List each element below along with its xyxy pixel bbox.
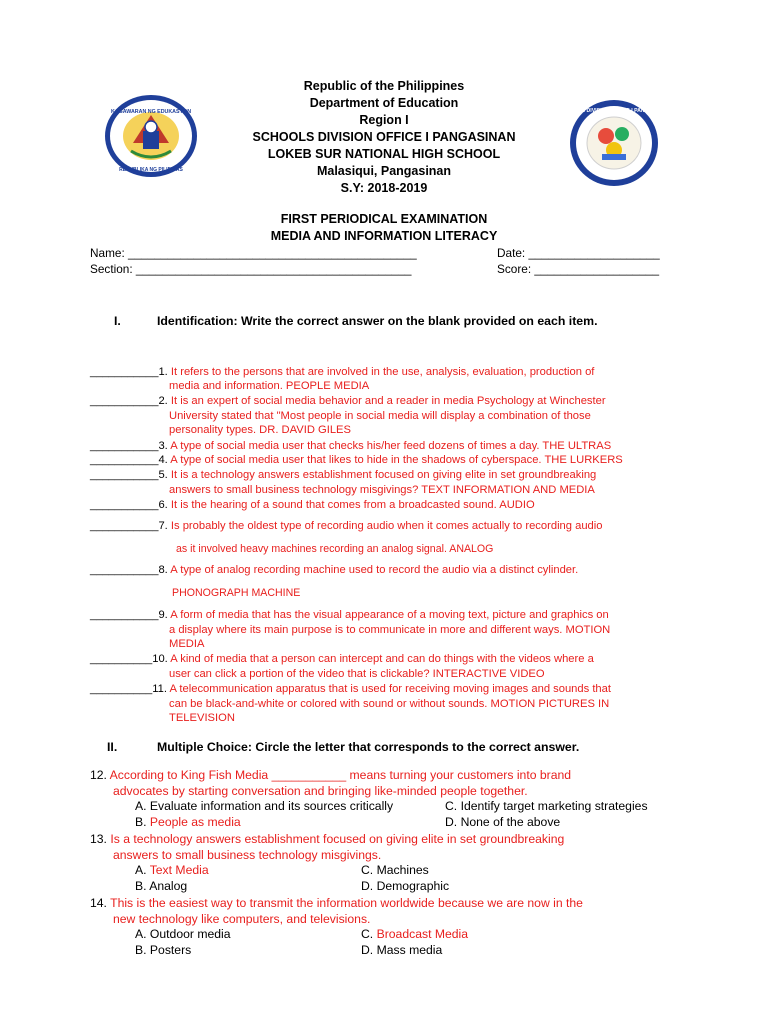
item-1	[90, 365, 594, 380]
item-question-line: A telecommunication apparatus that is used for receiving moving images and sounds that	[169, 683, 611, 695]
item-question-line: a display where its main purpose is to communicate in more and different ways. MOTION	[169, 624, 611, 636]
svg-text:REPUBLIKA NG PILIPINAS: REPUBLIKA NG PILIPINAS	[119, 167, 183, 173]
question-text-line: Is a technology answers establishment focused on giving elite in set groundbreaking	[110, 832, 565, 846]
item-question-line: can be black-and-white or colored with sound or without sounds. MOTION PICTURES IN	[169, 698, 610, 710]
option-d[interactable]: D. Mass media	[361, 943, 443, 957]
item-question-line: A form of media that has the visual appearance of a moving text, picture and graphics on	[170, 609, 609, 621]
answer-blank[interactable]: ___________7.	[90, 520, 168, 532]
answer-blank[interactable]: ___________8.	[90, 564, 168, 576]
part2-instruction: Multiple Choice: Circle the letter that corresponds to the correct answer.	[157, 740, 580, 754]
header-republic: Republic of the Philippines	[303, 79, 465, 93]
part1-numeral: I.	[114, 314, 121, 328]
item-question-line: Is probably the oldest type of recording audio when it comes actually to recording audio	[170, 520, 603, 532]
answer-blank[interactable]: ___________3.	[90, 440, 168, 452]
item-7	[90, 519, 602, 534]
item-question-line: as it involved heavy machines recording an analog signal. ANALOG	[176, 543, 494, 555]
option-a[interactable]: A. Text Media	[135, 863, 209, 877]
svg-text:SCHOOLS DIVISION OFFICE I PANG: SCHOOLS DIVISION OFFICE I PANGASINAN	[559, 108, 669, 114]
option-b[interactable]: B. Posters	[135, 943, 192, 957]
item-question-line: A type of social media user that checks his/her feed dozens of times a day. THE ULTRAS	[170, 440, 612, 452]
option-c[interactable]: C. Broadcast Media	[361, 927, 469, 941]
header-school-year: S.Y: 2018-2019	[340, 181, 428, 195]
item-question-line: user can click a portion of the video that is clickable? INTERACTIVE VIDEO	[169, 668, 545, 680]
header-region: Region I	[359, 113, 409, 127]
item-8	[90, 563, 578, 578]
option-c[interactable]: C. Identify target marketing strategies	[445, 799, 648, 813]
question-13	[90, 831, 564, 847]
item-2	[90, 394, 606, 409]
question-number: 14.	[90, 896, 107, 910]
answer-blank[interactable]: ___________6.	[90, 499, 168, 511]
item-question-line: It is an expert of social media behavior and a reader in media Psychology at Winchester	[170, 395, 606, 407]
score-field[interactable]: Score: ___________________	[497, 262, 660, 276]
answer-blank[interactable]: ___________5.	[90, 469, 168, 481]
svg-text:KAGAWARAN NG EDUKASYON: KAGAWARAN NG EDUKASYON	[110, 109, 192, 115]
item-question-line: It refers to the persons that are involved in the use, analysis, evaluation, production of	[170, 366, 595, 378]
item-9	[90, 608, 609, 623]
question-text-line: This is the easiest way to transmit the information worldwide because we are now in the	[110, 896, 583, 910]
answer-blank[interactable]: ___________1.	[90, 366, 168, 378]
question-text-line: advocates by starting conversation and bringing like-minded people together.	[113, 784, 528, 798]
item-question-line: It is a technology answers establishment focused on giving elite in set groundbreaking	[170, 469, 597, 481]
answer-blank[interactable]: ___________9.	[90, 609, 168, 621]
answer-blank[interactable]: ___________4.	[90, 454, 168, 466]
option-a[interactable]: A. Evaluate information and its sources critically	[135, 799, 394, 813]
question-text-line: According to King Fish Media ___________ means turning your customers into brand	[109, 768, 572, 782]
item-4	[90, 453, 623, 468]
subject-title: MEDIA AND INFORMATION LITERACY	[270, 229, 498, 243]
item-question-line: A kind of media that a person can intercept and can do things with the videos where a	[170, 653, 594, 665]
part2-numeral: II.	[107, 740, 118, 754]
question-text-line: new technology like computers, and televisions.	[113, 912, 371, 926]
question-12	[90, 767, 571, 783]
option-b[interactable]: B. People as media	[135, 815, 241, 829]
header-deped: Department of Education	[309, 96, 459, 110]
option-b[interactable]: B. Analog	[135, 879, 188, 893]
option-c[interactable]: C. Machines	[361, 863, 429, 877]
item-question-line: MEDIA	[169, 638, 205, 650]
option-d[interactable]: D. Demographic	[361, 879, 450, 893]
option-d[interactable]: D. None of the above	[445, 815, 561, 829]
name-field[interactable]: Name: ____________________________________________	[90, 246, 417, 260]
answer-blank[interactable]: ___________2.	[90, 395, 168, 407]
item-question-line: personality types. DR. DAVID GILES	[169, 424, 351, 436]
item-question-line: University stated that "Most people in social media will display a combination of those	[169, 410, 591, 422]
section-field[interactable]: Section: __________________________________________	[90, 262, 412, 276]
option-a[interactable]: A. Outdoor media	[135, 927, 231, 941]
item-question-line: It is the hearing of a sound that comes from a broadcasted sound. AUDIO	[170, 499, 535, 511]
item-11	[90, 682, 611, 697]
item-question-line: A type of social media user that likes to hide in the shadows of cyberspace. THE LURKERS	[170, 454, 623, 466]
date-field[interactable]: Date: ____________________	[497, 246, 660, 260]
item-question-line: media and information. PEOPLE MEDIA	[169, 380, 370, 392]
part1-instruction: Identification: Write the correct answer on the blank provided on each item.	[157, 314, 598, 328]
header-school: LOKEB SUR NATIONAL HIGH SCHOOL	[267, 147, 501, 161]
item-5	[90, 468, 596, 483]
question-text-line: answers to small business technology misgivings.	[113, 848, 382, 862]
header-division: SCHOOLS DIVISION OFFICE I PANGASINAN	[252, 130, 516, 144]
exam-title: FIRST PERIODICAL EXAMINATION	[280, 212, 488, 226]
question-number: 13.	[90, 832, 107, 846]
item-question-line: A type of analog recording machine used to record the audio via a distinct cylinder.	[170, 564, 579, 576]
header-location: Malasiqui, Pangasinan	[316, 164, 452, 178]
item-6	[90, 498, 535, 513]
item-10	[90, 652, 594, 667]
item-question-line: answers to small business technology misgivings? TEXT INFORMATION AND MEDIA	[169, 484, 595, 496]
item-question-line: TELEVISION	[169, 712, 235, 724]
item-3	[90, 439, 611, 454]
item-question-line: PHONOGRAPH MACHINE	[172, 587, 301, 599]
question-number: 12.	[90, 768, 107, 782]
question-14	[90, 895, 583, 911]
answer-blank[interactable]: __________11.	[90, 683, 167, 695]
answer-blank[interactable]: __________10.	[90, 653, 168, 665]
